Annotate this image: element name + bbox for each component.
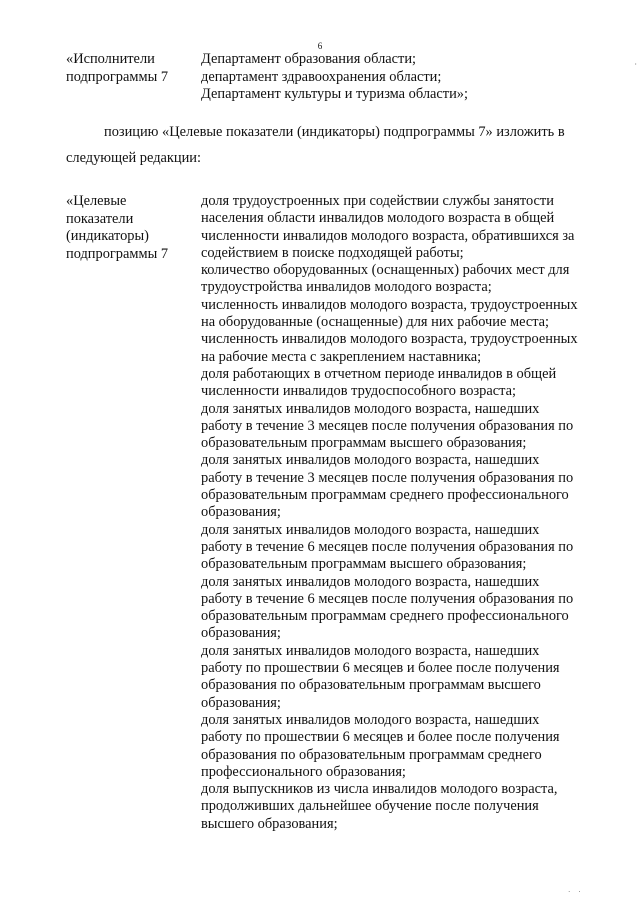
executors-value-line: Департамент культуры и туризма области»; <box>201 86 468 103</box>
indicator-line: доля занятых инвалидов молодого возраста, нашедших <box>201 452 540 469</box>
indicators-label-line: показатели <box>66 210 134 227</box>
executors-value-line: департамент здравоохранения области; <box>201 68 442 85</box>
indicator-line: на оборудованные (оснащенные) для них рабочие места; <box>201 314 550 331</box>
indicator-line: доля занятых инвалидов молодого возраста, нашедших <box>201 642 540 659</box>
indicator-line: доля занятых инвалидов молодого возраста, нашедших <box>201 521 540 538</box>
executors-label-line: «Исполнители <box>66 51 155 67</box>
indicator-line: содействием в поиске подходящей работы; <box>201 244 464 261</box>
indicator-line: образования по образовательным программам среднего <box>201 746 542 763</box>
indicator-line: работу по прошествии 6 месяцев и более после получения <box>201 729 560 746</box>
indicator-line: образовательным программам высшего образования; <box>201 556 527 573</box>
indicator-line: профессионального образования; <box>201 763 406 780</box>
indicator-line: населения области инвалидов молодого возраста в общей <box>201 210 555 227</box>
indicator-line: продолживших дальнейшее обучение после получения <box>201 798 539 815</box>
indicator-line: трудоустройства инвалидов молодого возраста; <box>201 279 492 296</box>
indicator-line: образования; <box>201 694 281 711</box>
executors-label-line: подпрограммы 7 <box>66 68 169 85</box>
indicator-line: доля выпускников из числа инвалидов молодого возраста, <box>201 781 558 798</box>
indicator-line: образовательным программам среднего профессионального <box>201 487 569 504</box>
executors-value <box>201 51 621 104</box>
indicator-line: доля трудоустроенных при содействии службы занятости <box>201 193 554 209</box>
margin-mark: · <box>634 60 637 69</box>
executors-value-line: Департамент образования области; <box>201 51 417 67</box>
indicators-label-line: подпрограммы 7 <box>66 245 169 262</box>
indicator-line: образования по образовательным программам высшего <box>201 677 541 694</box>
indicators-label-line: (индикаторы) <box>66 228 149 245</box>
executors-label <box>66 51 194 86</box>
indicator-line: работу в течение 3 месяцев после получения образования по <box>201 417 574 434</box>
indicator-line: доля занятых инвалидов молодого возраста, нашедших <box>201 400 540 417</box>
page-number: 6 <box>317 41 323 51</box>
indicator-line: образования; <box>201 504 281 521</box>
indicators-label <box>66 193 194 263</box>
indicator-line: высшего образования; <box>201 815 338 832</box>
indicator-line: численности инвалидов молодого возраста, обратившихся за <box>201 227 575 244</box>
indicator-line: работу по прошествии 6 месяцев и более после получения <box>201 660 560 677</box>
indicators-value <box>201 193 621 833</box>
indicator-line: образовательным программам среднего профессионального <box>201 608 569 625</box>
scan-artifact-dots: ·· <box>568 888 589 896</box>
indicators-label-line: «Целевые <box>66 193 127 209</box>
indicator-line: численность инвалидов молодого возраста, трудоустроенных <box>201 331 578 348</box>
paragraph-text: следующей редакции: <box>66 150 201 166</box>
indicator-line: численность инвалидов молодого возраста, трудоустроенных <box>201 296 578 313</box>
indicator-line: доля занятых инвалидов молодого возраста, нашедших <box>201 711 540 728</box>
indicator-line: образования; <box>201 625 281 642</box>
indicator-line: образовательным программам высшего образования; <box>201 435 527 452</box>
indicator-line: численности инвалидов трудоспособного возраста; <box>201 383 516 400</box>
indicator-line: работу в течение 6 месяцев после получения образования по <box>201 590 574 607</box>
indicator-line: доля работающих в отчетном периоде инвалидов в общей <box>201 365 557 382</box>
indicator-line: доля занятых инвалидов молодого возраста, нашедших <box>201 573 540 590</box>
indicator-line: работу в течение 6 месяцев после получения образования по <box>201 538 574 555</box>
body-paragraph-line-1 <box>66 124 626 142</box>
indicator-line: количество оборудованных (оснащенных) рабочих мест для <box>201 262 570 279</box>
paragraph-text: позицию «Целевые показатели (индикаторы) подпрограммы 7» изложить в <box>104 124 565 140</box>
indicator-line: на рабочие места с закреплением наставника; <box>201 348 482 365</box>
indicator-line: работу в течение 3 месяцев после получения образования по <box>201 469 574 486</box>
body-paragraph-line-2 <box>66 150 626 168</box>
